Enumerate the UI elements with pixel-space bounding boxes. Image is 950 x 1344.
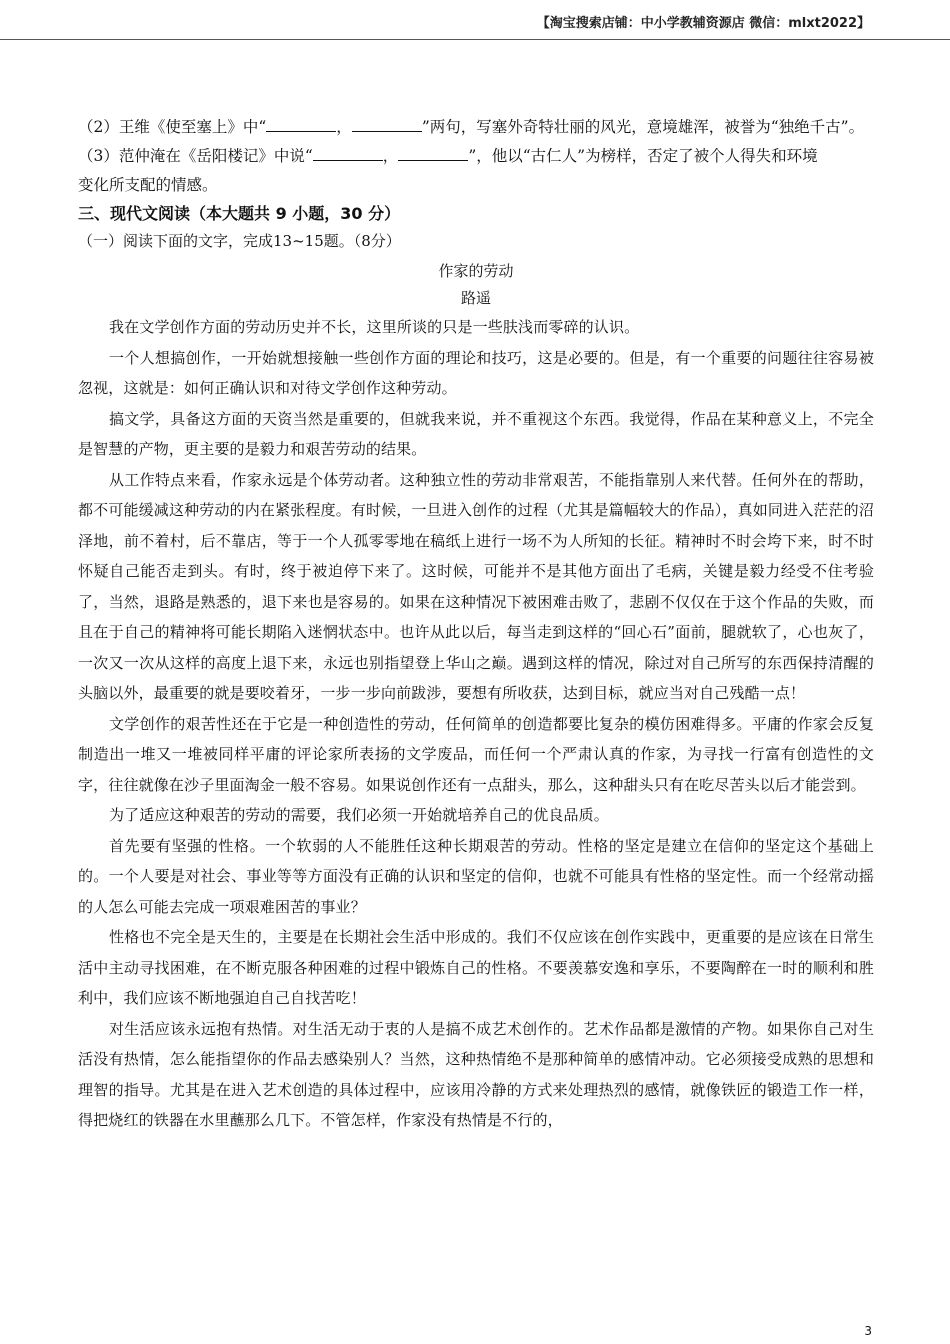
article-paragraph: 为了适应这种艰苦的劳动的需要，我们必须一开始就培养自己的优良品质。	[109, 806, 609, 824]
section-title: 三、现代文阅读（本大题共 9 小题，30 分）	[78, 204, 401, 223]
answer-blank	[398, 145, 468, 161]
page-content	[78, 113, 874, 1136]
header-shop-info: 【淘宝搜索店铺：中小学教辅资源店 微信：mlxt2022】	[536, 16, 870, 31]
article-title: 作家的劳动	[438, 262, 514, 280]
article-paragraph: 我在文学创作方面的劳动历史并不长，这里所谈的只是一些肤浅而零碎的认识。	[109, 318, 640, 336]
question-3-continuation: 变化所支配的情感。	[78, 176, 218, 194]
question-3-suffix: ”，他以“古仁人”为榜样，否定了被个人得失和环境	[468, 147, 818, 165]
article-paragraph: 性格也不完全是天生的，主要是在长期社会生活中形成的。我们不仅应该在创作实践中，更重要的是应该在日常生活中主动寻找困难，在不断克服各种困难的过程中锻炼自己的性格。不要羡慕安逸和享乐，不要陶醉在一时的顺利和胜利中，我们应该不断地强迫自己自找苦吃！	[78, 928, 874, 1007]
answer-blank	[313, 145, 383, 161]
article-paragraph: 搞文学，具备这方面的天资当然是重要的，但就我来说，并不重视这个东西。我觉得，作品在某种意义上，不完全是智慧的产物，更主要的是毅力和艰苦劳动的结果。	[78, 409, 874, 458]
answer-blank	[266, 116, 336, 132]
article-paragraph: 从工作特点来看，作家永远是个体劳动者。这种独立性的劳动非常艰苦，不能指靠别人来代替。任何外在的帮助，都不可能缓减这种劳动的内在紧张程度。有时候，一旦进入创作的过程（尤其是篇幅较大的作品），真如同进入茫茫的沼泽地，前不着村，后不靠店，等于一个人孤零零地在稿纸上进行一场不为人所知的长征。精神时不时会垮下来，时不时怀疑自己能否走到头。有时，终于被迫停下来了。这时候，可能并不是其他方面出了毛病，关键是毅力经受不住考验了，当然，退路是熟悉的，退下来也是容易的。如果在这种情况下被困难击败了，悲剧不仅仅在于这个作品的失败，而且在于自己的精神将可能长期陷入迷惘状态中。也许从此以后，每当走到这样的“回心石”面前，腿就软了，心也灰了，一次又一次从这样的高度上退下来，永远也别指望登上华山之巅。遇到这样的情况，除过对自己所写的东西保持清醒的头脑以外，最重要的就是要咬着牙，一步一步向前跋涉，要想有所收获，达到目标，就应当对自己残酷一点！	[78, 470, 874, 702]
article-paragraph: 首先要有坚强的性格。一个软弱的人不能胜任这种长期艰苦的劳动。性格的坚定是建立在信仰的坚定这个基础上的。一个人要是对社会、事业等等方面没有正确的认识和坚定的信仰，也就不可能具有性格的坚定性。而一个经常动摇的人怎么可能去完成一项艰难困苦的事业？	[78, 836, 874, 916]
blank-separator: ，	[336, 118, 352, 136]
question-2-prefix: （2）王维《使至塞上》中“	[78, 118, 267, 136]
question-2-suffix: ”两句，写塞外奇特壮丽的风光，意境雄浑，被誉为“独绝千古”。	[421, 118, 865, 136]
article-paragraph: 文学创作的艰苦性还在于它是一种创造性的劳动，任何简单的创造都要比复杂的模仿困难得多。平庸的作家会反复制造出一堆又一堆被同样平庸的评论家所表扬的文学废品，而任何一个严肃认真的作家，为寻找一行富有创造性的文字，往往就像在沙子里面淘金一般不容易。如果说创作还有一点甜头，那么，这种甜头只有在吃尽苦头以后才能尝到。	[78, 714, 874, 794]
question-3	[78, 142, 874, 171]
answer-blank	[352, 116, 422, 132]
article-paragraph: 对生活应该永远抱有热情。对生活无动于衷的人是搞不成艺术创作的。艺术作品都是激情的产物。如果你自己对生活没有热情，怎么能指望你的作品去感染别人？当然，这种热情绝不是那种简单的感情冲动。它必须接受成熟的思想和理智的指导。尤其是在进入艺术创造的具体过程中，应该用冷静的方式来处理热烈的感情，就像铁匠的锻造工作一样，得把烧红的铁器在水里蘸那么几下。不管怎样，作家没有热情是不行的，	[78, 1019, 874, 1129]
question-2	[78, 113, 874, 142]
article-paragraph: 一个人想搞创作，一开始就想接触一些创作方面的理论和技巧，这是必要的。但是，有一个重要的问题往往容易被忽视，这就是：如何正确认识和对待文学创作这种劳动。	[78, 348, 874, 397]
article-author: 路遥	[460, 289, 491, 307]
question-3-prefix: （3）范仲淹在《岳阳楼记》中说“	[78, 147, 313, 165]
page-number: 3	[864, 1324, 872, 1338]
blank-separator: ，	[382, 147, 399, 165]
section-subtitle: （一）阅读下面的文字，完成13~15题。（8分）	[78, 232, 401, 250]
